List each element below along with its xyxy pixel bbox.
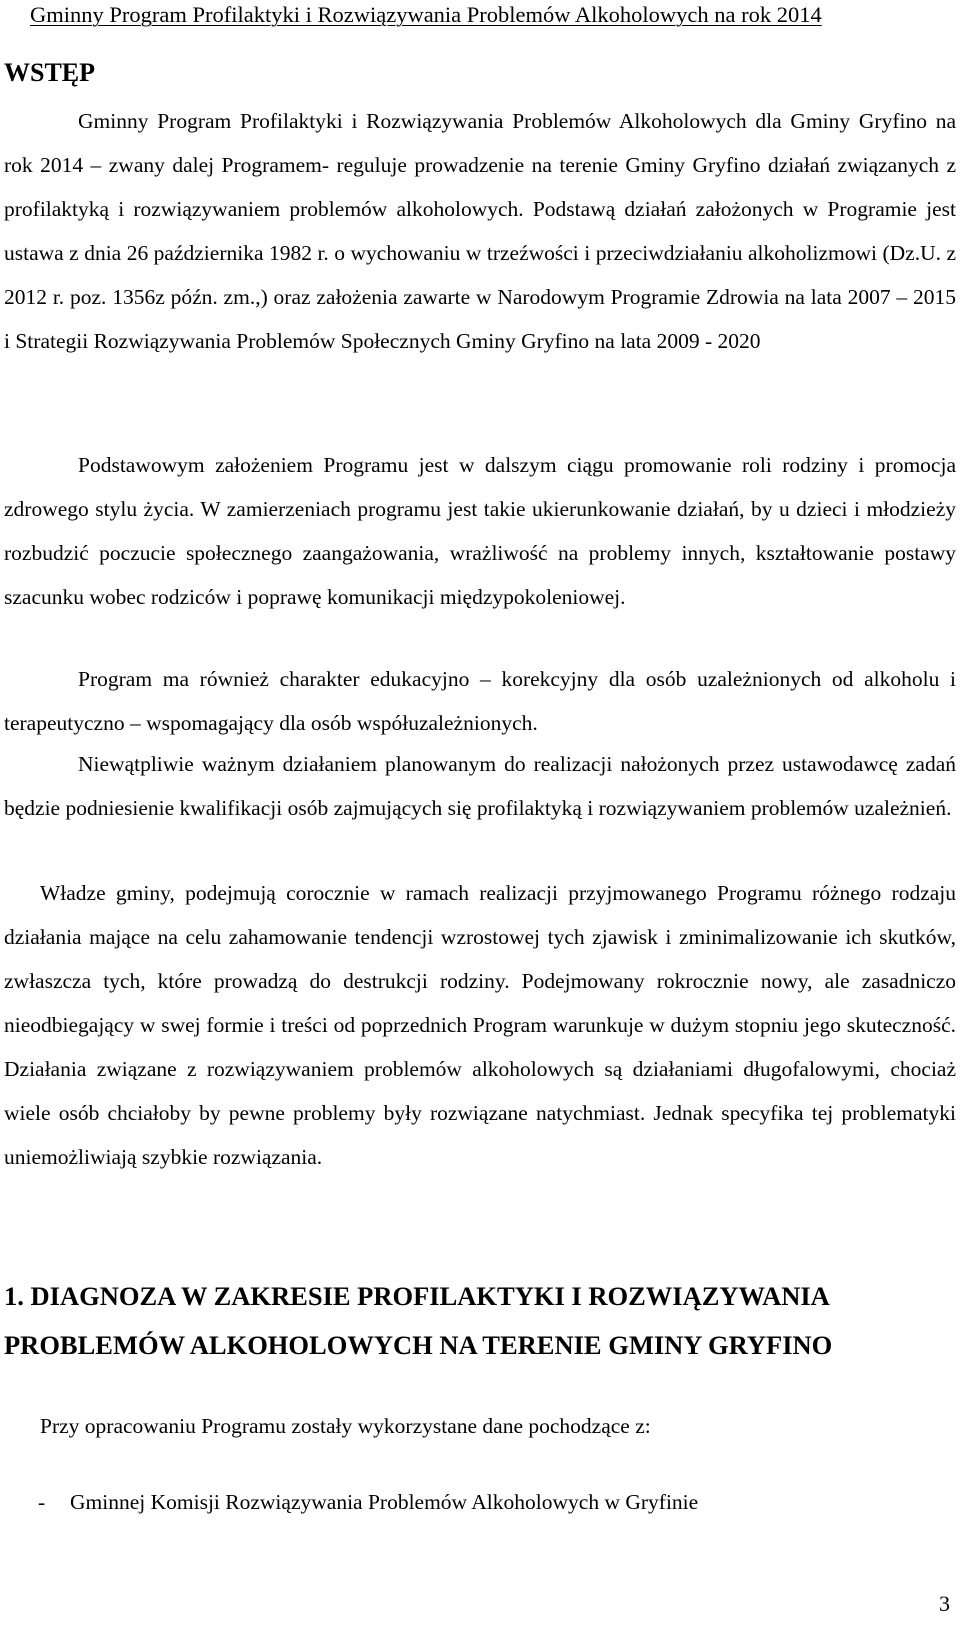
intro-heading: WSTĘP bbox=[4, 58, 96, 87]
intro-paragraph-1: Gminny Program Profilaktyki i Rozwiązywania Problemów Alkoholowych dla Gminy Gryfino na rok 2014 – zwany dalej Programem- reguluje prowadzenie na terenie Gminy Gryfino działań związanych z profilaktyką i rozwiązywaniem problemów alkoholowych. Podstawą działań założonych w Programie jest ustawa z dnia 26 października 1982 r. o wychowaniu w trzeźwości i przeciwdziałaniu alkoholizmowi (Dz.U. z 2012 r. poz. 1356z późn. zm.,) oraz założenia zawarte w Narodowym Programie Zdrowia na lata 2007 – 2015 i Strategii Rozwiązywania Problemów Społecznych Gminy Gryfino na lata 2009 - 2020 bbox=[4, 109, 956, 353]
intro-paragraph-2: Podstawowym założeniem Programu jest w dalszym ciągu promowanie roli rodziny i promocja zdrowego stylu życia. W zamierzeniach programu jest takie ukierunkowanie działań, by u dzieci i młodzieży rozbudzić poczucie społecznego zaangażowania, wrażliwość na problemy innych, kształtowanie postawy szacunku wobec rodziców i poprawę komunikacji międzypokoleniowej. bbox=[4, 453, 956, 609]
list-bullet: - bbox=[38, 1490, 46, 1514]
list-item bbox=[38, 1486, 698, 1518]
intro-paragraph-5: Władze gminy, podejmują corocznie w ramach realizacji przyjmowanego Programu różnego rodzaju działania mające na celu zahamowanie tendencji wzrostowej tych zjawisk i zminimalizowanie ich skutków, zwłaszcza tych, które prowadzą do destrukcji rodziny. Podejmowany rokrocznie nowy, ale zasadniczo nieodbiegający w swej formie i treści od poprzednich Program warunkuje w dużym stopniu jego skuteczność. Działania związane z rozwiązywaniem problemów alkoholowych są działaniami długofalowymi, chociaż wiele osób chciałoby by pewne problemy były rozwiązane natychmiast. Jednak specyfika tej problematyki uniemożliwiają szybkie rozwiązania. bbox=[4, 881, 956, 1169]
data-sources-intro: Przy opracowaniu Programu zostały wykorzystane dane pochodzące z: bbox=[40, 1414, 651, 1438]
running-header: Gminny Program Profilaktyki i Rozwiązywania Problemów Alkoholowych na rok 2014 bbox=[30, 2, 822, 27]
intro-paragraph-3: Program ma również charakter edukacyjno – korekcyjny dla osób uzależnionych od alkoholu i terapeutyczno – wspomagający dla osób współuzależnionych. bbox=[4, 667, 956, 735]
section-1-heading: 1. DIAGNOZA W ZAKRESIE PROFILAKTYKI I ROZWIĄZYWANIA PROBLEMÓW ALKOHOLOWYCH NA TERENIE GMINY GRYFINO bbox=[4, 1281, 833, 1360]
page-number: 3 bbox=[939, 1591, 950, 1616]
intro-paragraph-4: Niewątpliwie ważnym działaniem planowanym do realizacji nałożonych przez ustawodawcę zadań będzie podniesienie kwalifikacji osób zajmujących się profilaktyką i rozwiązywaniem problemów uzależnień. bbox=[4, 752, 956, 820]
list-item-text: Gminnej Komisji Rozwiązywania Problemów Alkoholowych w Gryfinie bbox=[70, 1490, 699, 1514]
